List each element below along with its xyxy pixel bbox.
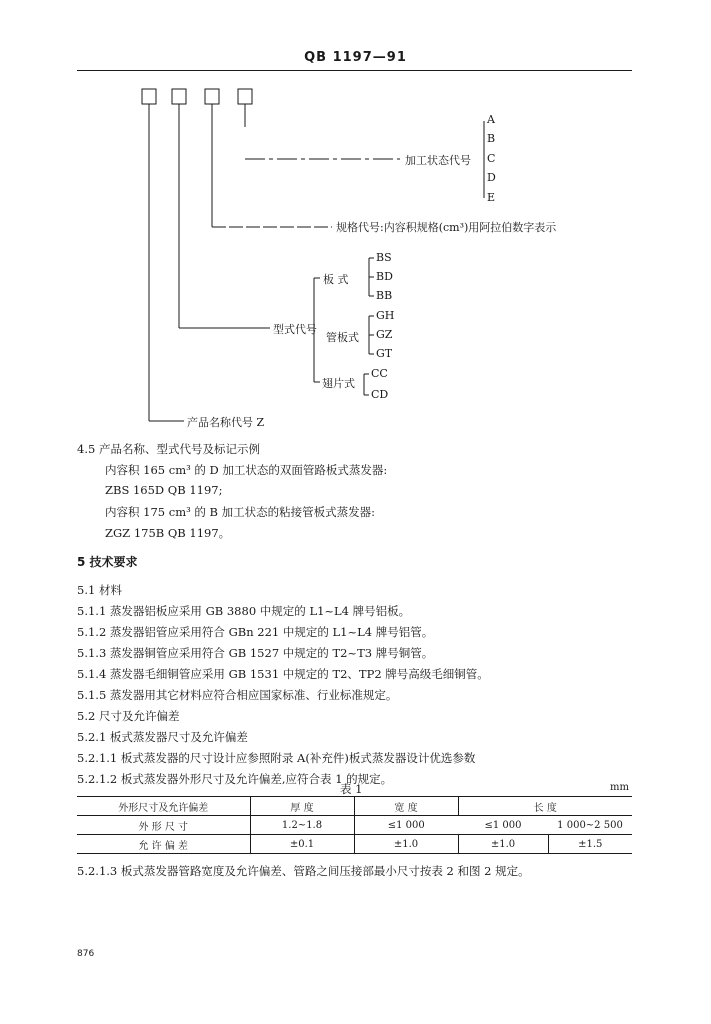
section-5-heading: 5 技术要求 (77, 555, 138, 569)
example-line-4: ZGZ 175B QB 1197。 (105, 526, 231, 540)
plate-type-label: 板 式 (323, 273, 349, 286)
example-line-3: 内容积 175 cm³ 的 B 加工状态的粘接管板式蒸发器: (105, 505, 376, 519)
fin-type-label: 翅片式 (322, 377, 355, 390)
suffix-B: B (487, 132, 496, 145)
table-cell: ±0.1 (250, 835, 354, 854)
table-cell: 1 000~2 500 (548, 816, 632, 835)
clause-5-1-2: 5.1.2 蒸发器铝管应采用符合 GBn 221 中规定的 L1~L4 牌号铝管。 (77, 625, 434, 639)
table-1-unit: mm (610, 782, 629, 793)
code-box-2 (172, 89, 186, 104)
table-cell: 外 形 尺 寸 (77, 816, 250, 835)
table-cell: ≤1 000 (354, 816, 458, 835)
table-cell: 允 许 偏 差 (77, 835, 250, 854)
example-line-2: ZBS 165D QB 1197; (105, 483, 223, 497)
clause-5-2-1-3: 5.2.1.3 板式蒸发器管路宽度及允许偏差、管路之间压接部最小尺寸按表 2 和图 2 规定。 (77, 864, 530, 878)
spec-code-label: 规格代号:内容积规格(cm³)用阿拉伯数字表示 (336, 221, 557, 234)
code-box-4 (238, 89, 252, 104)
table-cell: ≤1 000 (458, 816, 548, 835)
table-1-caption: 表 1 (340, 782, 363, 796)
example-line-1: 内容积 165 cm³ 的 D 加工状态的双面管路板式蒸发器: (105, 463, 388, 477)
clause-5-1-4: 5.1.4 蒸发器毛细铜管应采用 GB 1531 中规定的 T2、TP2 牌号高级毛细铜管。 (77, 667, 489, 681)
clause-5-2-1-1: 5.2.1.1 板式蒸发器的尺寸设计应参照附录 A(补充件)板式蒸发器设计优选参数 (77, 751, 476, 765)
table-cell: ±1.0 (458, 835, 548, 854)
clause-5-2: 5.2 尺寸及允许偏差 (77, 709, 180, 723)
table-header-cell: 长 度 (458, 797, 632, 816)
plate-code-BD: BD (376, 270, 393, 283)
fin-code-CD: CD (371, 388, 389, 401)
suffix-D: D (487, 171, 496, 184)
clause-5-2-1: 5.2.1 板式蒸发器尺寸及允许偏差 (77, 730, 248, 744)
suffix-E: E (487, 191, 496, 204)
table-header-cell: 厚 度 (250, 797, 354, 816)
table-1 (77, 796, 632, 854)
plate-code-BS: BS (376, 251, 392, 264)
code-box-3 (205, 89, 219, 104)
code-box-1 (142, 89, 156, 104)
clause-5-1-5: 5.1.5 蒸发器用其它材料应符合相应国家标准、行业标准规定。 (77, 688, 398, 702)
tube-plate-code-GT: GT (376, 347, 393, 360)
table-cell: ±1.0 (354, 835, 458, 854)
clause-5-1-1: 5.1.1 蒸发器铝板应采用 GB 3880 中规定的 L1~L4 牌号铝板。 (77, 604, 411, 618)
table-row (77, 797, 632, 816)
suffix-A: A (487, 113, 495, 126)
processing-state-label: 加工状态代号 (405, 154, 471, 167)
table-cell: 1.2~1.8 (250, 816, 354, 835)
product-name-code-label: 产品名称代号 Z (187, 416, 265, 429)
clause-5-1-3: 5.1.3 蒸发器铜管应采用符合 GB 1527 中规定的 T2~T3 牌号铜管。 (77, 646, 434, 660)
table-header-cell: 宽 度 (354, 797, 458, 816)
section-4-5-heading: 4.5 产品名称、型式代号及标记示例 (77, 442, 260, 456)
tube-plate-code-GH: GH (376, 309, 395, 322)
fin-code-CC: CC (371, 367, 388, 380)
standard-code-header: QB 1197—91 (304, 50, 407, 65)
table-row (77, 835, 632, 854)
table-row (77, 816, 632, 835)
table-header-cell: 外形尺寸及允许偏差 (77, 797, 250, 816)
tube-plate-type-label: 管板式 (326, 331, 359, 344)
tube-plate-code-GZ: GZ (376, 328, 393, 341)
plate-code-BB: BB (376, 289, 393, 302)
page-number: 876 (77, 949, 95, 959)
clause-5-2-1-2: 5.2.1.2 板式蒸发器外形尺寸及允许偏差,应符合表 1 的规定。 (77, 772, 393, 786)
table-cell: ±1.5 (548, 835, 632, 854)
suffix-C: C (487, 152, 496, 165)
type-code-label: 型式代号 (273, 323, 317, 336)
clause-5-1: 5.1 材料 (77, 583, 122, 597)
